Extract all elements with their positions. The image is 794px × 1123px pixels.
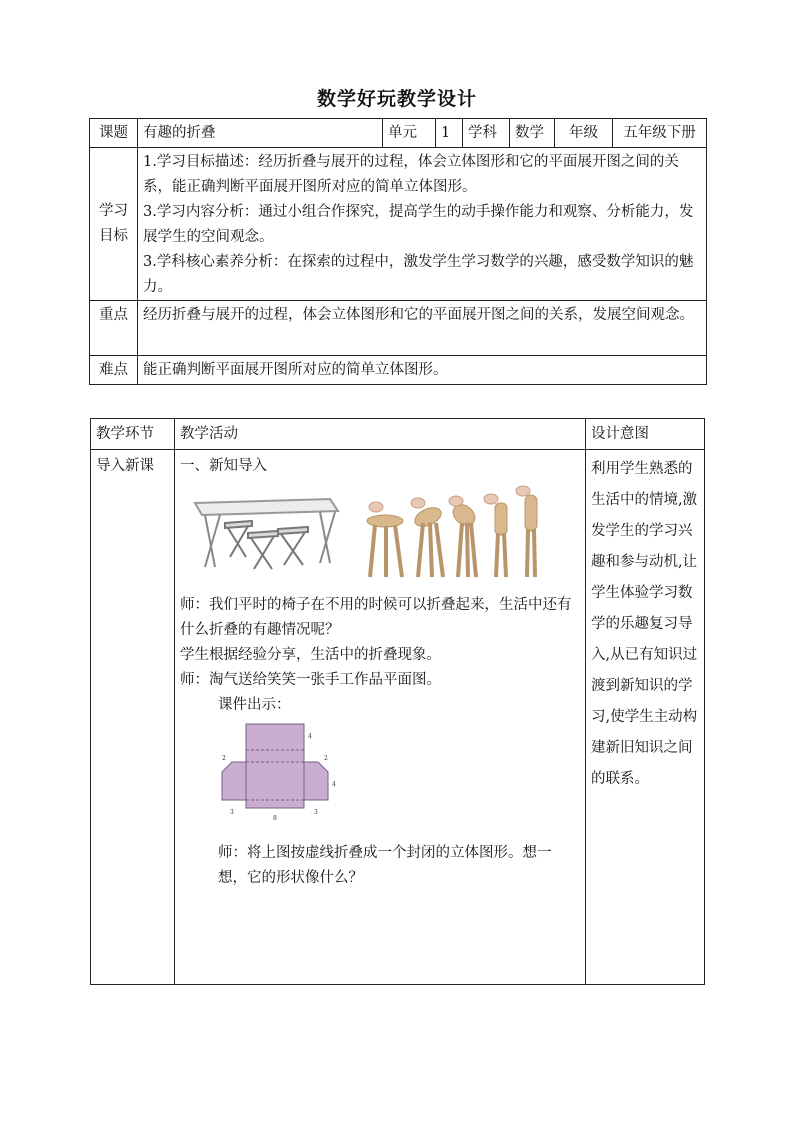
folding-photos <box>180 485 580 585</box>
stage-cell: 导入新课 <box>91 450 175 985</box>
goals-label-line2: 目标 <box>99 228 128 244</box>
intent-cell: 利用学生熟悉的生活中的情境,激发学生的学习兴趣和参与动机,让学生体验学习数学的乐趣复习导入,从已有知识过渡到新知识的学习,使学生主动构建新旧知识之间的联系。 <box>586 450 705 985</box>
goals-content <box>138 148 707 301</box>
teacher-question: 师：我们平时的椅子在不用的时候可以折叠起来，生活中还有什么折叠的有趣情况呢？ <box>180 597 572 638</box>
difficult-content: 能正确判断平面展开图所对应的简单立体图形。 <box>138 356 707 385</box>
goals-label <box>90 148 138 301</box>
student-response: 学生根据经验分享，生活中的折叠现象。 <box>180 647 441 663</box>
net-label-bottom-left: 3 <box>230 809 234 816</box>
net-label-bottom: 8 <box>273 815 277 822</box>
folding-table-image <box>195 499 338 569</box>
document-title: 数学好玩教学设计 <box>316 88 477 110</box>
net-label-left: 2 <box>222 755 226 762</box>
folding-furniture-illustration <box>180 485 560 585</box>
topic-value: 有趣的折叠 <box>138 119 383 148</box>
unit-label: 单元 <box>383 119 436 148</box>
net-label-right-side: 4 <box>332 781 336 788</box>
goal-item: 3.学科核心素养分析：在探索的过程中，激发学生学习数学的兴趣，感受数学知识的魅力。 <box>143 254 694 295</box>
unit-value: 1 <box>436 119 463 148</box>
difficult-label: 难点 <box>90 356 138 385</box>
teacher-fold-question <box>180 841 580 891</box>
section-heading: 一、新知导入 <box>180 458 267 474</box>
lesson-info-table <box>89 118 707 385</box>
net-label-top: 4 <box>308 733 312 740</box>
folding-stool-images <box>367 495 537 577</box>
stage-header: 教学环节 <box>91 419 175 450</box>
intent-header: 设计意图 <box>586 419 705 450</box>
goal-item: 3.学习内容分析：通过小组合作探究，提高学生的动手操作能力和观察、分析能力，发展学生的空间观念。 <box>143 204 694 245</box>
grade-label: 年级 <box>555 119 613 148</box>
net-label-bottom-right: 3 <box>314 809 318 816</box>
net-label-right: 2 <box>324 755 328 762</box>
activity-header: 教学活动 <box>175 419 586 450</box>
key-content: 经历折叠与展开的过程，体会立体图形和它的平面展开图之间的关系，发展空间观念。 <box>138 301 707 356</box>
goal-item: 1.学习目标描述：经历折叠与展开的过程，体会立体图形和它的平面展开图之间的关系，能正确判断平面展开图所对应的简单立体图形。 <box>143 154 679 195</box>
grade-value: 五年级下册 <box>613 119 707 148</box>
courseware-label: 课件出示： <box>218 697 291 713</box>
cube-net-diagram <box>220 722 350 822</box>
subject-value: 数学 <box>510 119 555 148</box>
activity-cell <box>175 450 586 985</box>
topic-label: 课题 <box>90 119 138 148</box>
lesson-activity-table <box>90 418 705 985</box>
key-label: 重点 <box>90 301 138 356</box>
teacher-fold-question-text: 师：将上图按虚线折叠成一个封闭的立体图形。想一想，它的形状像什么？ <box>218 845 552 886</box>
goals-label-line1: 学习 <box>99 203 128 219</box>
teacher-statement: 师：淘气送给笑笑一张手工作品平面图。 <box>180 672 441 688</box>
subject-label: 学科 <box>463 119 510 148</box>
